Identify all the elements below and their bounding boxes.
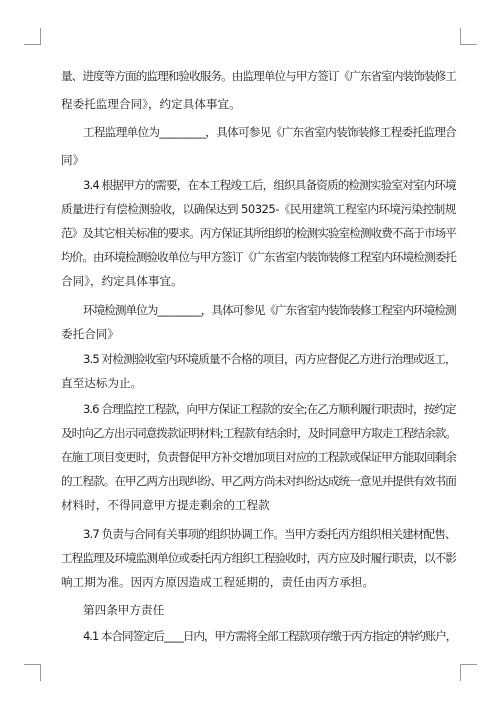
section-heading: 第四条甲方责任 <box>83 603 165 617</box>
text-line: 的工程款。在甲乙两方出现纠纷、甲乙两方尚未对纠纷达成统一意见并提供有效书面 <box>61 474 456 488</box>
text-line: 材料时，不得同意甲方提走剩余的工程款 <box>61 498 270 512</box>
text-line: 工程监理单位为_________，具体可参见《广东省室内装饰装修工程委托监理合 <box>83 125 456 139</box>
text-line: 环境检测单位为_________，具体可参见《广东省室内装饰装修工程室内环境检测 <box>83 303 456 317</box>
text-line: 及时向乙方出示同意拨款证明材料;工程款有结余时，及时同意甲方取走工程结余款。 <box>61 426 456 440</box>
text-line: 范》及其它相关标准的要求。丙方保证其所组织的检测实验室检测收费不高于市场平 <box>61 226 456 240</box>
crop-mark-bottom-left <box>24 664 41 681</box>
text-line: 工程监理及环境监测单位或委托丙方组织工程验收时，丙方应及时履行职责，以不影 <box>61 551 456 565</box>
text-line: 4.1 本合同签定后____日内，甲方需将全部工程款项存缴于丙方指定的特约账户， <box>83 629 457 643</box>
text-line: 3.7 负责与合同有关事项的组织协调工作。当甲方委托丙方组织相关建材配售、 <box>83 527 456 541</box>
text-line: 3.5 对检测验收室内环境质量不合格的项目，丙方应督促乙方进行治理或返工， <box>83 352 456 366</box>
text-line: 量、进度等方面的监理和验收服务。由监理单位与甲方签订《广东省室内装饰装修工 <box>61 69 456 83</box>
text-line: 合同》，约定具体事宜。 <box>61 274 183 288</box>
text-line: 程委托监理合同》，约定具体事宜。 <box>61 97 241 111</box>
text-line: 均价。由环境检测验收单位与甲方签订《广东省室内装饰装修工程室内环境检测委托 <box>61 250 456 264</box>
text-line: 委托合同》 <box>61 327 119 341</box>
text-line: 同》 <box>61 153 85 167</box>
text-line: 3.6 合理监控工程款，向甲方保证工程款的安全;在乙方顺利履行职责时，按约定 <box>83 402 456 416</box>
text-line: 3.4 根据甲方的需要，在本工程竣工后，组织具备资质的检测实验室对室内环境 <box>83 178 456 192</box>
text-line: 在施工项目变更时，负责督促甲方补交增加项目对应的工程款或保证甲方能取回剩余 <box>61 450 456 464</box>
crop-mark-bottom-right <box>460 664 477 681</box>
text-line: 质量进行有偿检测验收，以确保达到 50325-《民用建筑工程室内环境污染控制规 <box>61 202 456 216</box>
text-line: 响工期为准。因丙方原因造成工程延期的，责任由丙方承担。 <box>61 575 375 589</box>
crop-mark-top-right <box>460 28 477 45</box>
text-line: 直至达标为止。 <box>61 376 143 390</box>
crop-mark-top-left <box>24 28 41 45</box>
